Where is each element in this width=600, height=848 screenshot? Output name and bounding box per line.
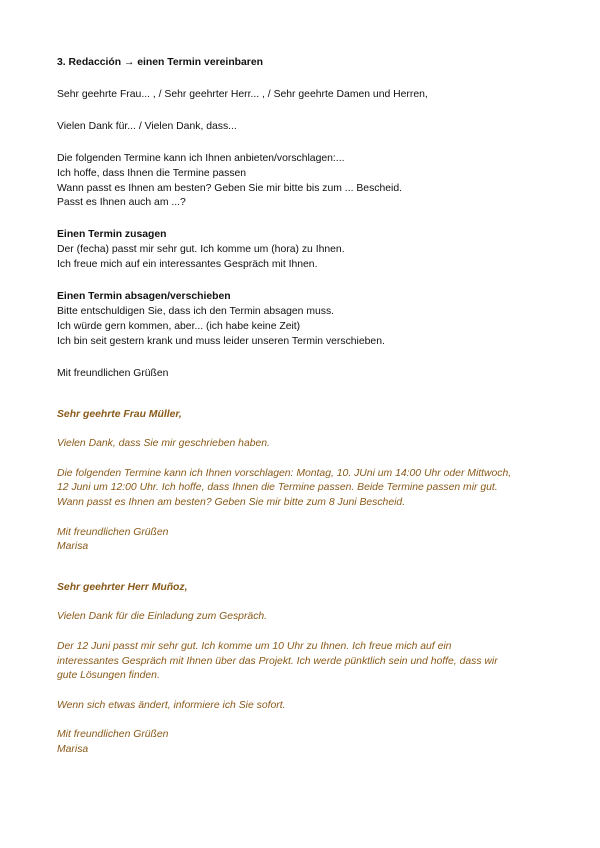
example2-body-line: interessantes Gespräch mit Ihnen über das Projekt. Ich werde pünktlich sein und hoffe, dass wir [57, 655, 498, 667]
closing-phrase: Mit freundlichen Grüßen [57, 367, 169, 379]
example2-body-line: Der 12 Juni passt mir sehr gut. Ich komme um 10 Uhr zu Ihnen. Ich freue mich auf ein [57, 640, 452, 652]
example2-thanks: Vielen Dank für die Einladung zum Gespräch. [57, 611, 268, 623]
example-letter-1 [57, 408, 557, 555]
example1-body-line: Wann passt es Ihnen am besten? Geben Sie mir bitte zum 8 Juni Bescheid. [57, 496, 406, 508]
accept-line: Der (fecha) passt mir sehr gut. Ich komme um (hora) zu Ihnen. [57, 244, 345, 256]
cancel-line: Ich bin seit gestern krank und muss leider unseren Termin verschieben. [57, 335, 385, 347]
example2-closing: Mit freundlichen Grüßen [57, 729, 169, 741]
accept-heading: Einen Termin zusagen [57, 229, 167, 241]
cancel-heading: Einen Termin absagen/verschieben [57, 291, 231, 303]
accept-block [57, 228, 557, 273]
example2-salutation: Sehr geehrter Herr Muñoz, [57, 581, 188, 593]
example-letter-2 [57, 581, 557, 758]
propose-line: Wann passt es Ihnen am besten? Geben Sie mir bitte bis zum ... Bescheid. [57, 182, 402, 194]
example2-change-line: Wenn sich etwas ändert, informiere ich Sie sofort. [57, 699, 286, 711]
greeting-options: Sehr geehrte Frau... , / Sehr geehrter Herr... , / Sehr geehrte Damen und Herren, [57, 88, 428, 100]
propose-line: Ich hoffe, dass Ihnen die Termine passen [57, 167, 247, 179]
cancel-block [57, 290, 557, 350]
example1-closing: Mit freundlichen Grüßen [57, 526, 169, 538]
accept-line: Ich freue mich auf ein interessantes Gespräch mit Ihnen. [57, 259, 318, 271]
document-content [57, 56, 557, 758]
example2-signature: Marisa [57, 743, 89, 755]
cancel-line: Bitte entschuldigen Sie, dass ich den Termin absagen muss. [57, 305, 335, 317]
example1-salutation: Sehr geehrte Frau Müller, [57, 408, 182, 420]
propose-line: Passt es Ihnen auch am ...? [57, 197, 186, 209]
example1-body-line: Die folgenden Termine kann ich Ihnen vorschlagen: Montag, 10. JUni um 14:00 Uhr oder Mittwoch, [57, 467, 512, 479]
thanks-options: Vielen Dank für... / Vielen Dank, dass... [57, 120, 237, 132]
cancel-line: Ich würde gern kommen, aber... (ich habe keine Zeit) [57, 320, 301, 332]
propose-line: Die folgenden Termine kann ich Ihnen anbieten/vorschlagen:... [57, 152, 345, 164]
example1-signature: Marisa [57, 541, 89, 553]
example2-body-line: gute Lösungen finden. [57, 670, 160, 682]
propose-block [57, 152, 557, 212]
example1-thanks: Vielen Dank, dass Sie mir geschrieben haben. [57, 438, 270, 450]
example1-body-line: 12 Juni um 12:00 Uhr. Ich hoffe, dass Ihnen die Termine passen. Beide Termine passen mir gut. [57, 482, 498, 494]
section-title: 3. Redacción → einen Termin vereinbaren [57, 57, 263, 68]
